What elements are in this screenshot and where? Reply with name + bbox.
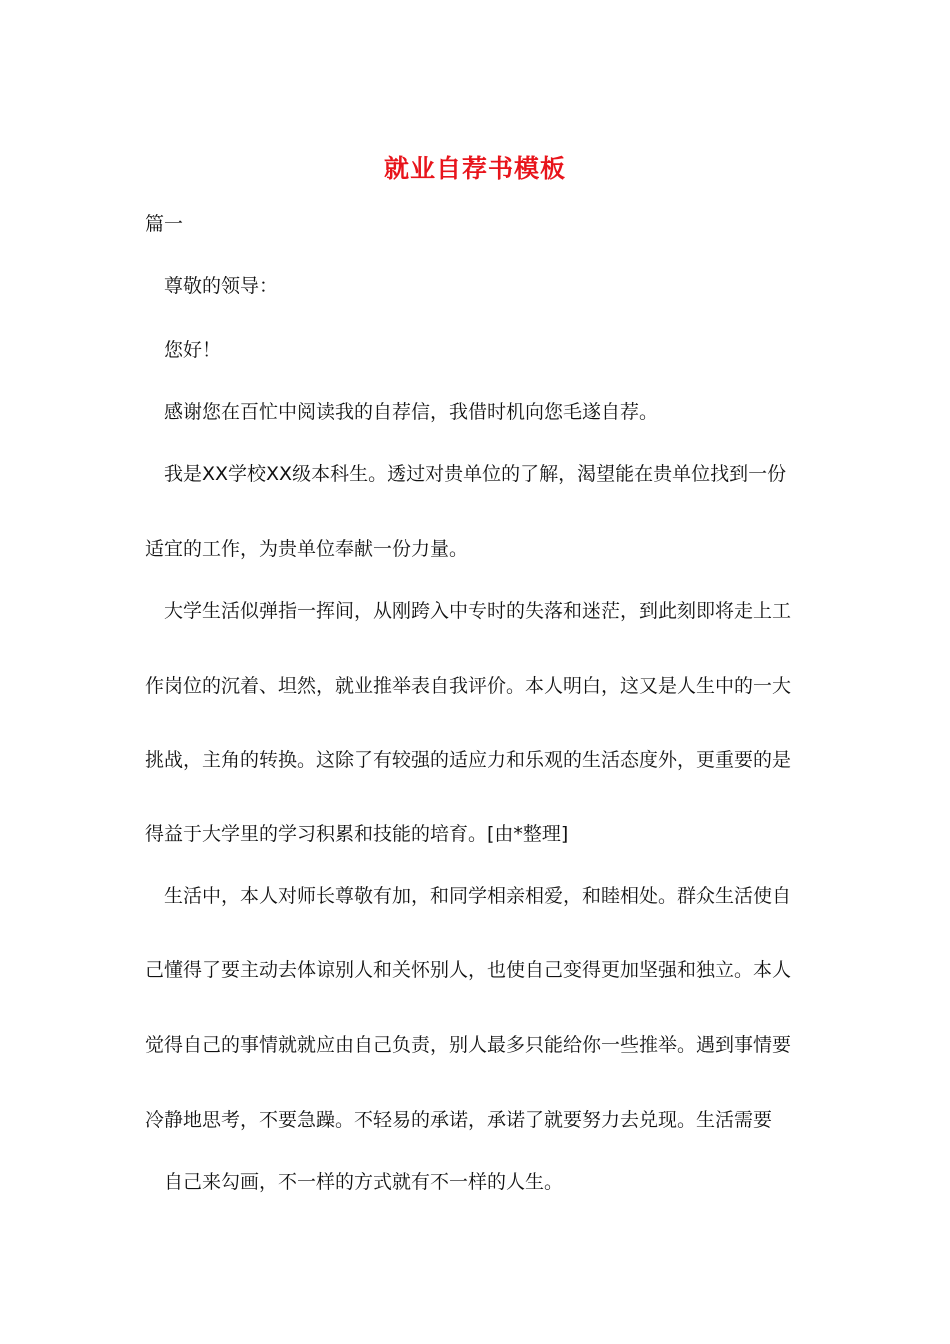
paragraph-line: 大学生活似弹指一挥间，从刚跨入中专时的失落和迷茫，到此刻即将走上工 [164, 600, 792, 622]
paragraph-line: 得益于大学里的学习积累和技能的培育。[由*整理] [145, 823, 569, 845]
paragraph-line: 感谢您在百忙中阅读我的自荐信，我借时机向您毛遂自荐。 [164, 401, 659, 423]
salutation: 尊敬的领导： [164, 275, 279, 297]
document-title: 就业自荐书模板 [383, 154, 566, 183]
paragraph-line: 己懂得了要主动去体谅别人和关怀别人，也使自己变得更加坚强和独立。本人 [145, 959, 792, 981]
paragraph-line: 作岗位的沉着、坦然，就业推举表自我评价。本人明白，这又是人生中的一大 [145, 675, 792, 697]
paragraph-line: 觉得自己的事情就就应由自己负责，别人最多只能给你一些推举。遇到事情要 [145, 1034, 792, 1056]
paragraph-line: 我是XX学校XX级本科生。透过对贵单位的了解，渴望能在贵单位找到一份 [164, 463, 787, 485]
paragraph-line: 挑战，主角的转换。这除了有较强的适应力和乐观的生活态度外，更重要的是 [145, 749, 792, 771]
section-label: 篇一 [145, 213, 184, 235]
greeting: 您好！ [164, 339, 222, 361]
paragraph-line: 生活中，本人对师长尊敬有加，和同学相亲相爱，和睦相处。群众生活使自 [164, 885, 792, 907]
paragraph-line: 冷静地思考，不要急躁。不轻易的承诺，承诺了就要努力去兑现。生活需要 [145, 1109, 773, 1131]
paragraph-line: 自己来勾画，不一样的方式就有不一样的人生。 [164, 1171, 564, 1193]
paragraph-line: 适宜的工作，为贵单位奉献一份力量。 [145, 538, 469, 560]
